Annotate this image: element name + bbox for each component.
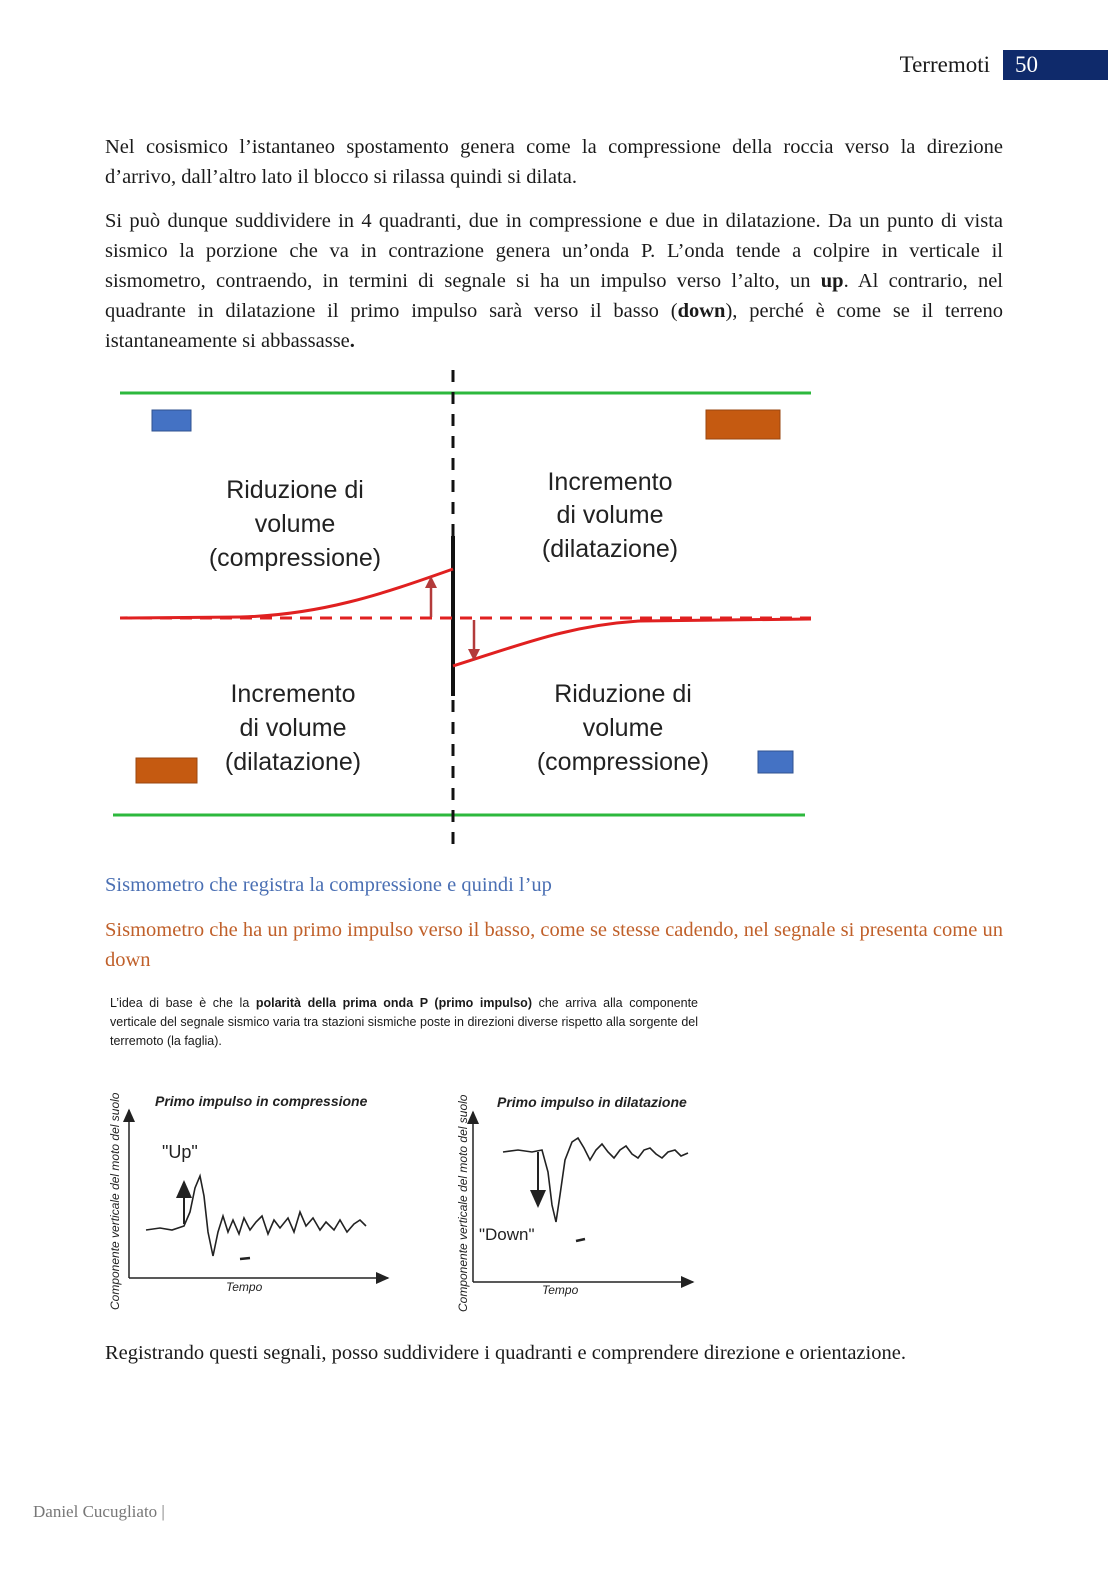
graph-dilatation-mark [576,1239,585,1241]
graph-compression-title: Primo impulso in compressione [155,1093,368,1109]
graph-dilatation-ylabel: Componente verticale del moto del suolo [456,1094,470,1312]
graph-compression-ylabel: Componente verticale del moto del suolo [108,1092,122,1310]
quadrant-bottom-right-line-3: (compressione) [536,748,710,776]
graph-compression-xlabel: Tempo [226,1280,263,1294]
quadrant-top-left-line-3: (compressione) [208,544,382,572]
polarity-term: polarità della prima onda P (primo impulso) [255,996,532,1010]
graph-down-label: "Down" [479,1225,535,1244]
paragraph-quadrants-text-1: Si può dunque suddividere in 4 quadranti, due in compressione e due in dilatazione. Da un punto di vista sismico la porzione che va in contrazione genera un’onda P. L’onda tende a colpire in verticale il sismometro, contraendo, in termini di segnale si ha un impulso verso l’alto, un [105,210,1003,292]
graph-compression [108,1092,388,1310]
paragraph-intro: Nel cosismico l’istantaneo spostamento genera come la compressione della roccia verso la direzione d’arrivo, dall’altro lato il blocco si rilassa quindi si dilata. [105,136,1003,188]
caption-compression: Sismometro che registra la compressione e quindi l’up [105,874,552,896]
quadrant-bottom-left-line-2: di volume [239,714,347,742]
footer-author: Daniel Cucugliato | [33,1502,165,1521]
graph-dilatation [456,1094,693,1312]
graph-compression-mark [240,1258,250,1259]
graph-dilatation-title: Primo impulso in dilatazione [497,1094,687,1110]
polarity-text-1: L’idea di base è che la [110,996,256,1010]
chapter-title: Terremoti [899,52,990,77]
quadrant-bottom-right-line-1: Riduzione di [554,680,692,708]
graph-dilatation-xlabel: Tempo [542,1283,579,1297]
quadrant-bottom-left-line-1: Incremento [230,680,356,708]
quadrant-top-left-line-1: Riduzione di [226,476,364,504]
quadrant-top-right-line-1: Incremento [547,468,673,496]
term-down: down [677,300,726,322]
term-up: up [820,270,844,292]
paragraph-quadrants-text-3: ), perché è come se il terreno istantaneamente si abbassasse [105,300,1003,352]
caption-dilatation: Sismometro che ha un primo impulso verso il basso, come se stesse cadendo, nel segnale si presenta come un down [105,919,1003,971]
quadrant-bottom-left-line-3: (dilatazione) [224,748,362,776]
graph-dilatation-trace [503,1138,688,1222]
paragraph-quadrants-period: . [349,330,355,352]
page-number: 50 [1003,50,1108,80]
paragraph-closing: Registrando questi segnali, posso suddividere i quadranti e comprendere direzione e orientazione. [105,1342,906,1364]
paragraph-quadrants-text-2: . Al contrario, nel quadrante in dilatazione il primo impulso sarà verso il basso ( [105,270,1004,322]
graph-compression-trace [146,1176,366,1256]
quadrant-top-right-line-3: (dilatazione) [541,535,679,563]
quadrant-top-right-line-2: di volume [556,501,664,529]
polarity-text-2: che arriva alla componente verticale del segnale sismico varia tra stazioni sismiche poste in direzioni diverse rispetto alla sorgente del terremoto (la faglia). [110,996,698,1048]
quadrant-top-left-line-2: volume [254,510,336,538]
graph-up-label: "Up" [162,1142,198,1162]
quadrant-bottom-right-line-2: volume [582,714,664,742]
